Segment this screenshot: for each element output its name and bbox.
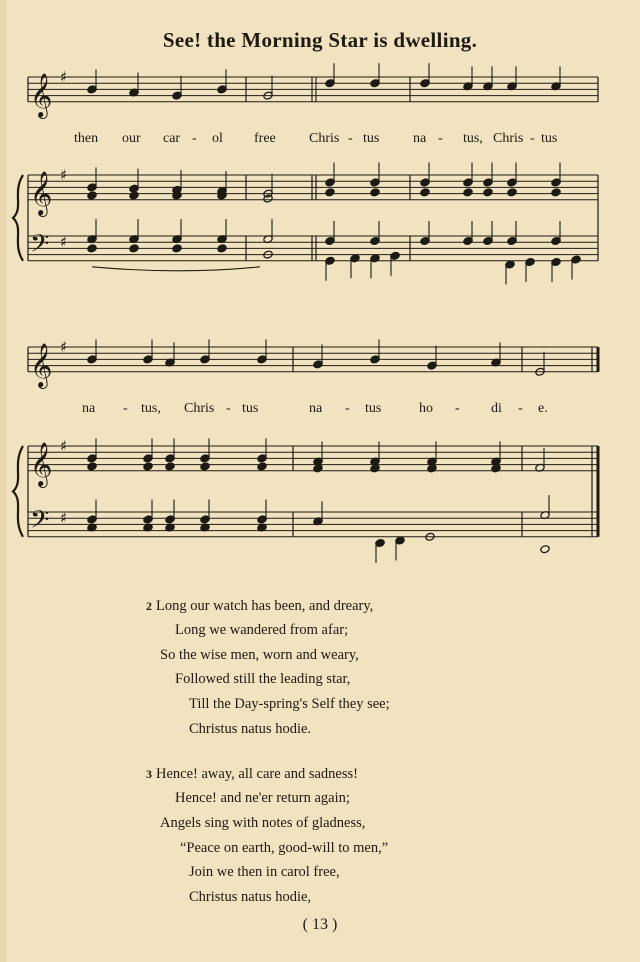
lyric-syllable: -	[348, 131, 353, 146]
lyric-syllable: Chris	[184, 401, 215, 416]
note-head	[370, 464, 380, 473]
lyric-syllable: ho	[419, 401, 433, 416]
verse-text: Long our watch has been, and dreary,	[156, 598, 374, 614]
verse-line: Hence! and ne'er return again;	[175, 790, 350, 806]
lyric-syllable: -	[530, 131, 535, 146]
lyric-syllable: Chris	[309, 131, 340, 146]
lyric-syllable: ol	[212, 131, 223, 146]
treble-clef-icon: 𝄞	[30, 170, 53, 215]
lyric-syllable: tus	[541, 131, 558, 146]
verse-line: Till the Day-spring's Self they see;	[189, 696, 390, 712]
verse-number: 3	[146, 767, 152, 781]
sharp-icon: ♯	[60, 509, 68, 528]
lyric-syllable: -	[345, 401, 350, 416]
note-head	[200, 462, 210, 471]
note-head	[463, 188, 473, 197]
verse-line: Long we wandered from afar;	[175, 622, 349, 638]
lyric-syllable: na	[413, 131, 427, 146]
lyric-syllable: -	[226, 401, 231, 416]
note-head	[370, 188, 380, 197]
note-head	[165, 462, 175, 471]
note-head	[172, 244, 182, 253]
note-head	[129, 244, 139, 253]
note-head	[491, 464, 501, 473]
note-head	[507, 188, 517, 197]
lyric-syllable: tus	[363, 131, 380, 146]
lyric-syllable: free	[254, 131, 276, 146]
note-head	[129, 191, 139, 200]
verse-line: “Peace on earth, good-will to men,”	[180, 840, 389, 856]
verse-line: Join we then in carol free,	[189, 864, 340, 880]
note-head	[313, 464, 323, 473]
bass-clef-icon: 𝄢	[30, 505, 50, 541]
treble-clef-icon: 𝄞	[30, 342, 53, 387]
lyric-syllable: na	[82, 401, 96, 416]
note-head	[87, 191, 97, 200]
lyric-syllable: tus,	[141, 401, 161, 416]
lyric-syllable: -	[192, 131, 197, 146]
note-head	[551, 188, 561, 197]
treble-clef-icon: 𝄞	[30, 72, 53, 117]
lyric-syllable: our	[122, 131, 141, 146]
note-head	[427, 464, 437, 473]
verse-line	[146, 594, 373, 619]
note-head	[325, 188, 335, 197]
hymn-title: See! the Morning Star is dwelling.	[162, 28, 478, 52]
lyric-syllable: -	[438, 131, 443, 146]
tie	[92, 267, 260, 271]
lyric-syllable: tus	[242, 401, 259, 416]
note-head	[87, 462, 97, 471]
verse-line: So the wise men, worn and weary,	[160, 647, 359, 663]
note-head	[217, 244, 227, 253]
verse-text: Hence! away, all care and sadness!	[156, 766, 358, 782]
verse-line: Angels sing with notes of gladness,	[160, 815, 366, 831]
lyric-syllable: -	[518, 401, 523, 416]
sharp-icon: ♯	[60, 166, 68, 184]
brace-icon	[13, 175, 23, 261]
note-head	[87, 244, 97, 253]
bass-clef-icon: 𝄢	[30, 229, 50, 265]
verse-line: Followed still the leading star,	[175, 671, 351, 687]
lyric-syllable: na	[309, 401, 323, 416]
lyric-syllable: e.	[538, 401, 548, 416]
lyric-syllable: -	[123, 401, 128, 416]
treble-clef-icon: 𝄞	[30, 441, 53, 486]
verse-line	[146, 762, 358, 787]
sharp-icon: ♯	[60, 233, 68, 252]
lyric-syllable: tus	[365, 401, 382, 416]
sharp-icon: ♯	[60, 437, 68, 455]
lyric-syllable: -	[455, 401, 460, 416]
note-head	[257, 462, 267, 471]
sharp-icon: ♯	[60, 68, 68, 86]
lyric-syllable: tus,	[463, 131, 483, 146]
lyric-syllable: car	[163, 131, 181, 146]
note-head	[540, 545, 550, 554]
lyric-syllable: then	[74, 131, 99, 146]
brace-icon	[13, 446, 23, 537]
lyric-syllable: di	[491, 401, 502, 416]
verse-line: Christus natus hodie,	[189, 889, 312, 905]
note-head	[483, 188, 493, 197]
lyric-syllable: Chris	[493, 131, 524, 146]
note-head	[143, 462, 153, 471]
note-head	[420, 188, 430, 197]
verse-number: 2	[146, 599, 152, 613]
verse-line: Christus natus hodie.	[189, 721, 312, 737]
sharp-icon: ♯	[60, 338, 68, 356]
page-number: ( 13 )	[302, 916, 338, 933]
